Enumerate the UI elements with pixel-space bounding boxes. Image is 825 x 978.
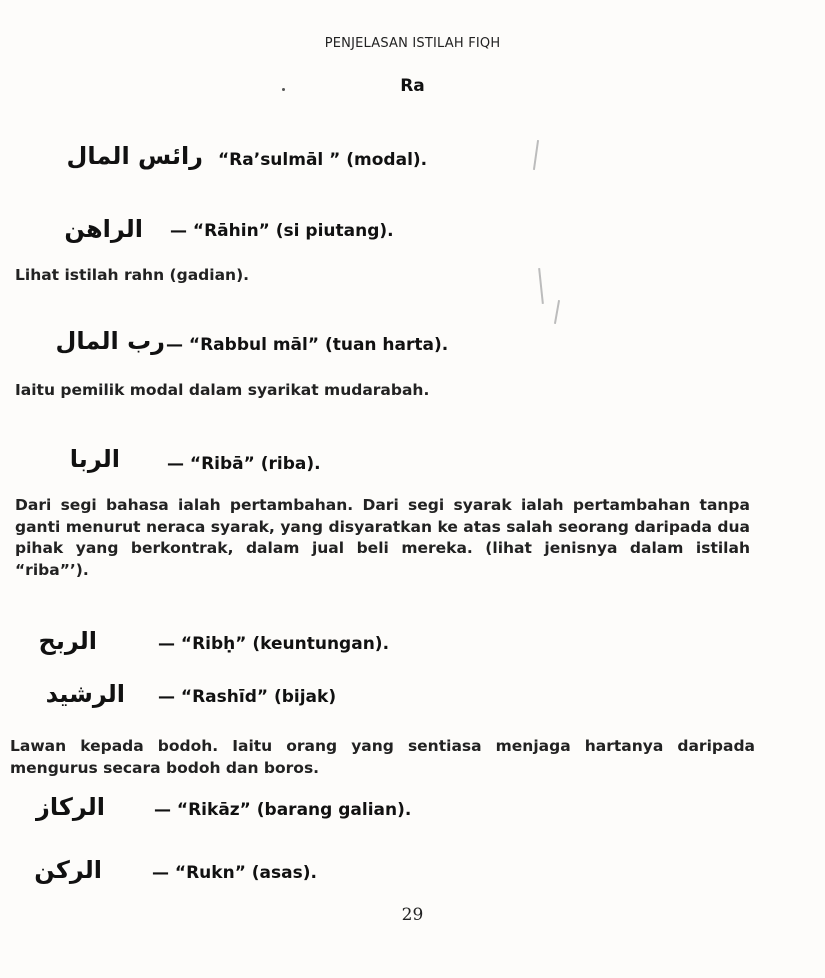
arabic-term-riba: الربا bbox=[69, 445, 120, 473]
scan-mark bbox=[538, 268, 544, 304]
entry-term-ribh: — “Ribḥ” (keuntungan). bbox=[158, 634, 390, 654]
arabic-term-ribh: الربح bbox=[38, 627, 97, 655]
entry-note-rashid: Lawan kepada bodoh. Iaitu orang yang sentiasa menjaga hartanya daripada mengurus secara bodoh dan boros. bbox=[10, 737, 755, 777]
arabic-term-rikaz: الركاز bbox=[36, 793, 105, 821]
entry-term-rikaz: — “Rikāz” (barang galian). bbox=[154, 800, 412, 820]
entry-term-rashid: — “Rashīd” (bijak) bbox=[158, 687, 337, 707]
page-speck bbox=[282, 88, 285, 91]
entry-note-rahin: Lihat istilah rahn (gadian). bbox=[15, 266, 250, 284]
arabic-term-rabbul-mal: رب المال bbox=[55, 327, 165, 355]
entry-term-rasulmal: “Ra’sulmāl ” (modal). bbox=[218, 150, 428, 170]
entry-term-rahin: — “Rāhin” (si piutang). bbox=[170, 221, 394, 241]
arabic-term-rahin: الراهن bbox=[64, 215, 143, 243]
scan-mark bbox=[533, 140, 539, 170]
arabic-term-rukn: الركن bbox=[34, 856, 102, 884]
running-header: PENJELASAN ISTILAH FIQH bbox=[324, 36, 501, 51]
section-heading: Ra bbox=[400, 76, 425, 96]
scan-mark bbox=[554, 300, 560, 324]
arabic-term-rashid: الرشيد bbox=[45, 680, 125, 708]
entry-note-riba: Dari segi bahasa ialah pertambahan. Dari segi syarak ialah pertambahan tanpa ganti menurut neraca syarak, yang disyaratkan ke atas salah seorang daripada dua pihak yang berkontrak, dalam jual beli mereka. (lihat jenisnya dalam istilah “riba”’). bbox=[15, 496, 750, 579]
entry-term-rabbul-mal: — “Rabbul māl” (tuan harta). bbox=[166, 335, 449, 355]
entry-term-riba: — “Ribā” (riba). bbox=[167, 454, 321, 474]
page-number: 29 bbox=[401, 905, 424, 925]
entry-note-rabbul-mal: Iaitu pemilik modal dalam syarikat mudarabah. bbox=[15, 381, 430, 399]
arabic-term-rasulmal: رائس المال bbox=[66, 142, 203, 170]
entry-term-rukn: — “Rukn” (asas). bbox=[152, 863, 317, 883]
